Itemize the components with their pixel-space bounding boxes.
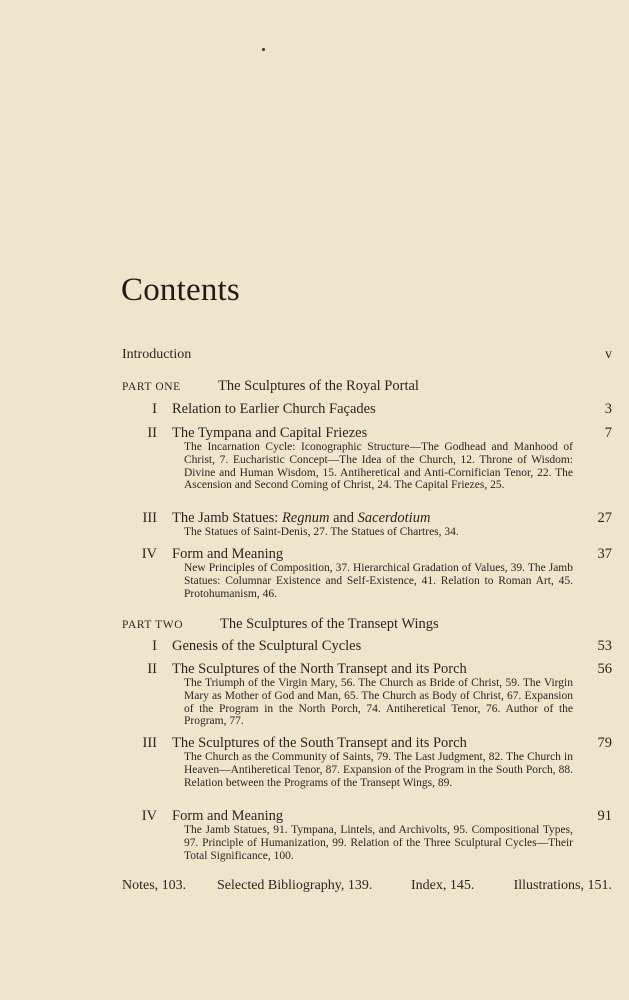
chapter-page: 79	[597, 735, 612, 751]
chapter-page: 37	[597, 546, 612, 562]
chapter-page: 27	[597, 510, 612, 526]
part-label: PART TWO	[122, 619, 184, 631]
illustrations-entry: Illustrations, 151.	[513, 878, 612, 893]
title-italic-regnum: Regnum	[281, 510, 330, 526]
part-title: The Sculptures of the Transept Wings	[220, 616, 439, 632]
index-entry: Index, 145.	[411, 878, 475, 893]
chapter-number: II	[147, 661, 157, 677]
bibliography-entry: Selected Bibliography, 139.	[217, 878, 373, 893]
chapter-page: 91	[597, 808, 612, 824]
chapter-title: Form and Meaning	[172, 546, 284, 562]
chapter-title: Form and Meaning	[172, 808, 284, 824]
part-title: The Sculptures of the Royal Portal	[218, 378, 419, 394]
chapter-description: New Principles of Composition, 37. Hierarchical Gradation of Values, 39. The Jamb Statues: Columnar Existence and Self-Existence, 41. Relation to Roman Art, 45. Protohumanism, 46.	[184, 562, 573, 600]
chapter-title: The Tympana and Capital Friezes	[172, 425, 368, 441]
chapter-number: I	[152, 401, 157, 417]
chapter-number: III	[142, 735, 157, 751]
toc-introduction	[122, 347, 612, 363]
chapter-title: Genesis of the Sculptural Cycles	[172, 638, 362, 654]
part-label: PART ONE	[122, 381, 181, 393]
chapter-title: Relation to Earlier Church Façades	[172, 401, 376, 417]
part-two-heading	[122, 616, 612, 633]
notes-entry: Notes, 103.	[122, 878, 187, 893]
chapter-number: II	[147, 425, 157, 441]
chapter-description: The Statues of Saint-Denis, 27. The Statues of Chartres, 34.	[184, 526, 459, 538]
chapter-description: The Jamb Statues, 91. Tympana, Lintels, and Archivolts, 95. Compositional Types, 97. Principle of Humanization, 99. Relation of the Three Sculptural Cycles—Their Total Significance, 100.	[184, 824, 573, 862]
chapter-number: III	[142, 510, 157, 526]
page-title: Contents	[121, 272, 240, 308]
introduction-label: Introduction	[122, 347, 192, 362]
chapter-description: The Church as the Community of Saints, 79. The Last Judgment, 82. The Church in Heaven—Antiheretical Tenor, 87. Expansion of the Program in the South Porch, 88. Relation between the Programs of the Transept Wings, 89.	[184, 751, 573, 789]
chapter-number: I	[152, 638, 157, 654]
part-one-heading	[122, 378, 612, 395]
chapter-title: The Sculptures of the North Transept and its Porch	[172, 661, 467, 677]
introduction-page: v	[605, 347, 612, 362]
ink-speck	[262, 48, 265, 51]
chapter-page: 56	[597, 661, 612, 677]
chapter-title: The Jamb Statues: Regnum and Sacerdotium	[172, 510, 431, 526]
chapter-page: 53	[597, 638, 612, 654]
chapter-number: IV	[141, 808, 157, 824]
chapter-number: IV	[141, 546, 157, 562]
title-italic-sacerdotium: Sacerdotium	[357, 510, 431, 526]
chapter-page: 7	[604, 425, 612, 441]
chapter-description: The Incarnation Cycle: Iconographic Structure—The Godhead and Manhood of Christ, 7. Eucharistic Concept—The Idea of the Church, 12. Throne of Wisdom: Divine and Human Wisdom, 15. Antiheretical and Anti-Cornifician Tenor, 22. The Ascension and Second Coming of Christ, 24. The Capital Friezes, 25.	[184, 441, 573, 492]
chapter-title: The Sculptures of the South Transept and its Porch	[172, 735, 467, 751]
chapter-description: The Triumph of the Virgin Mary, 56. The Church as Bride of Christ, 59. The Virgin Mary as Mother of God and Man, 65. The Church as Body of Christ, 67. Expansion of the Program in the North Porch, 74. Antiheretical Tenor, 76. Author of the Program, 77.	[184, 677, 573, 728]
chapter-page: 3	[604, 401, 612, 417]
